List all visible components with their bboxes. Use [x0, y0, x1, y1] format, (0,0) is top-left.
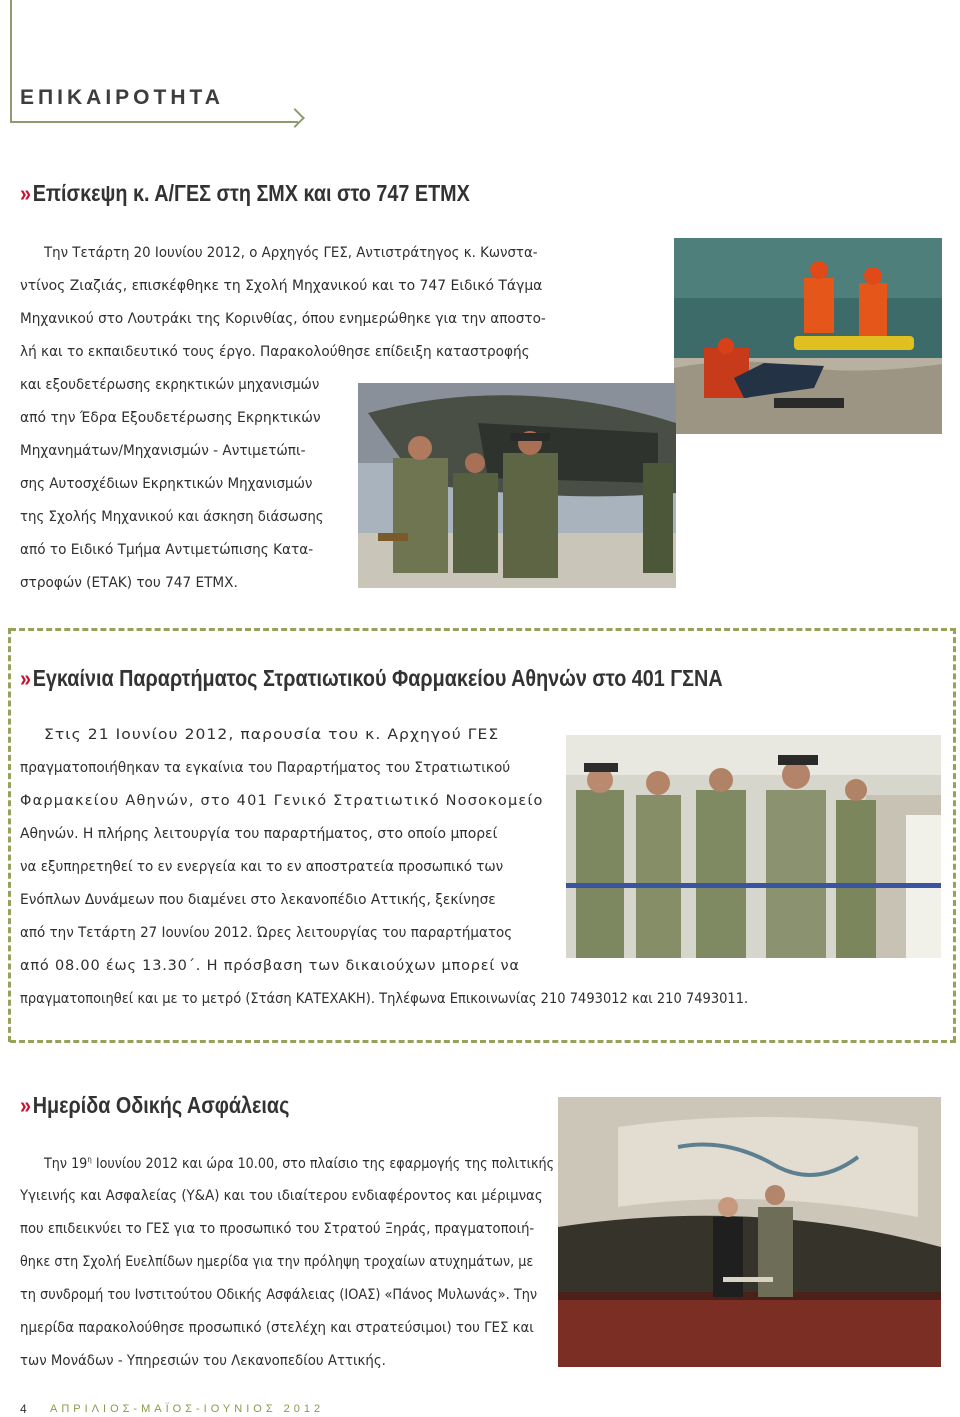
page-number: 4	[20, 1402, 27, 1416]
article-3-line: που επιδεικνύει το ΓΕΣ για το προσωπικό του Στρατού Ξηράς, πραγματοποιή-	[20, 1221, 535, 1237]
article-1-line: της Σχολής Μηχανικού και άσκηση διάσωσης	[20, 509, 324, 525]
article-3-line: Υγιεινής και Ασφαλείας (Υ&Α) και του ιδιαίτερου ενδιαφέροντος και μέριμνας	[20, 1188, 543, 1204]
article-3-line: τη συνδρομή του Ινστιτούτου Οδικής Ασφάλειας (ΙΟΑΣ) «Πάνος Μυλωνάς». Την	[20, 1287, 538, 1303]
article-2-line: από 08.00 έως 13.30΄. Η πρόσβαση των δικαιούχων μπορεί να	[20, 958, 520, 974]
photo-ribbon-cutting	[566, 735, 941, 958]
article-2-line: Ενόπλων Δυνάμεων που διαμένει στο λεκανοπέδιο Αττικής, ξεκίνησε	[20, 892, 496, 908]
article-2-line: Αθηνών. Η πλήρης λειτουργία του παραρτήματος, στο οποίο μπορεί	[20, 826, 498, 842]
chevron-icon: »	[20, 665, 30, 691]
article-1-line: Την Τετάρτη 20 Ιουνίου 2012, ο Αρχηγός ΓΕΣ, Αντιστράτηγος κ. Κωνστα-	[44, 245, 538, 261]
section-divider-top	[10, 628, 956, 631]
article-3-line: ημερίδα παρακολούθησε προσωπικό (στελέχη και στρατεύσιμοι) του ΓΕΣ και	[20, 1320, 534, 1336]
article-2-line: πραγματοποιήθηκαν τα εγκαίνια του Παραρτήματος του Στρατιωτικού	[20, 760, 511, 776]
issue-date: ΑΠΡΙΛΙΟΣ-ΜΑΪΟΣ-ΙΟΥΝΙΟΣ 2012	[50, 1403, 325, 1415]
article-1-line: στροφών (ΕΤΑΚ) του 747 ΕΤΜΧ.	[20, 575, 238, 591]
article-2-title: » Εγκαίνια Παραρτήματος Στρατιωτικού Φαρμακείου Αθηνών στο 401 ΓΣΝΑ	[20, 665, 723, 691]
article-1-line: ντίνος Ζιαζιάς, επισκέφθηκε τη Σχολή Μηχανικού και το 747 Ειδικό Τάγμα	[20, 278, 543, 294]
chevron-icon: »	[20, 1092, 30, 1118]
photo-rescue-drill	[674, 238, 942, 434]
article-2-line: Στις 21 Ιουνίου 2012, παρουσία του κ. Αρχηγού ΓΕΣ	[44, 727, 500, 743]
chevron-icon: »	[20, 180, 30, 206]
article-3-line: των Μονάδων - Υπηρεσιών του Λεκανοπεδίου Αττικής.	[20, 1353, 386, 1369]
article-2-line: πραγματοποιηθεί και με το μετρό (Στάση ΚΑΤΕΧΑΚΗ). Τηλέφωνα Επικοινωνίας 210 7493012 και 210 7493011.	[20, 991, 749, 1007]
article-1-title: » Επίσκεψη κ. Α/ΓΕΣ στη ΣΜΧ και στο 747 ΕΤΜΧ	[20, 180, 470, 206]
article-1-line: από το Ειδικό Τμήμα Αντιμετώπισης Κατα-	[20, 542, 314, 558]
article-1-line: λή και το εκπαιδευτικό τους έργο. Παρακολούθησε επίδειξη καταστροφής	[20, 344, 530, 360]
header-rule-horizontal	[10, 121, 298, 123]
photo-helicopter-visit	[358, 383, 676, 588]
article-1-line: σης Αυτοσχέδιων Εκρηκτικών Μηχανισμών	[20, 476, 313, 492]
article-2-line: Φαρμακείου Αθηνών, στο 401 Γενικό Στρατιωτικό Νοσοκομείο	[20, 793, 544, 809]
header-arrow-icon	[285, 108, 305, 128]
section-divider-right	[953, 628, 956, 1042]
article-1-line: Μηχανικού στο Λουτράκι της Κορινθίας, όπου ενημερώθηκε για την αποστο-	[20, 311, 546, 327]
article-2-line: να εξυπηρετηθεί το εν ενεργεία και το εν αποστρατεία προσωπικό των	[20, 859, 504, 875]
article-2-line: από την Τετάρτη 27 Ιουνίου 2012. Ώρες λειτουργίας του παραρτήματος	[20, 925, 513, 941]
article-1-line: από την Έδρα Εξουδετέρωσης Εκρηκτικών	[20, 410, 321, 426]
article-3-title: » Ημερίδα Οδικής Ασφάλειας	[20, 1092, 290, 1118]
article-3-line: Την $19^\eta$ Ιουνίου 2012 και ώρα 10.00, στο πλαίσιο της εφαρμογής της πολιτικής	[44, 1155, 555, 1172]
article-3-line: θηκε στη Σχολή Ευελπίδων ημερίδα για την πρόληψη τροχαίων ατυχημάτων, με	[20, 1254, 534, 1270]
section-divider-bottom	[10, 1040, 956, 1043]
photo-road-safety-seminar	[558, 1097, 941, 1367]
header-rule-vertical	[10, 0, 12, 122]
section-label: ΕΠΙΚΑΙΡΟΤΗΤΑ	[20, 86, 224, 109]
section-divider-left	[8, 628, 11, 1042]
article-1-line: Μηχανημάτων/Μηχανισμών - Αντιμετώπι-	[20, 443, 306, 459]
article-1-line: και εξουδετέρωσης εκρηκτικών μηχανισμών	[20, 377, 320, 393]
